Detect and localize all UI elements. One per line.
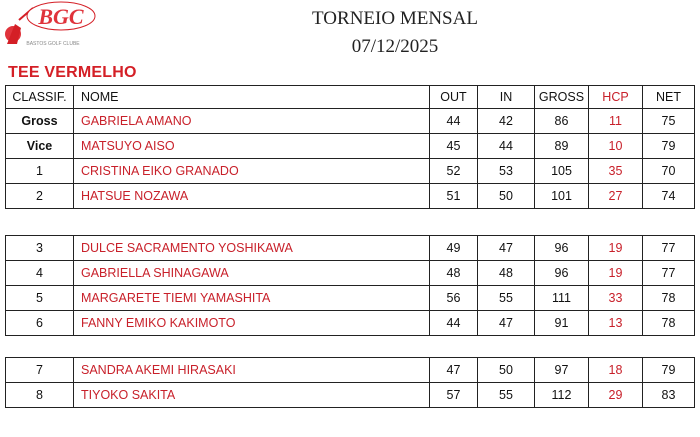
hcp-cell: 10: [589, 134, 643, 159]
gross-cell: 96: [535, 236, 589, 261]
net-cell: 75: [643, 109, 695, 134]
event-date: 07/12/2025: [351, 36, 439, 57]
gross-cell: 91: [535, 311, 589, 336]
in-cell: 44: [478, 134, 535, 159]
in-cell: 50: [478, 184, 535, 209]
net-cell: 78: [643, 311, 695, 336]
name-cell: MARGARETE TIEMI YAMASHITA: [74, 286, 430, 311]
out-cell: 47: [430, 358, 478, 383]
results-table-group-2: [5, 235, 695, 336]
in-cell: 55: [478, 383, 535, 408]
name-cell: FANNY EMIKO KAKIMOTO: [74, 311, 430, 336]
in-cell: 50: [478, 358, 535, 383]
gross-cell: 89: [535, 134, 589, 159]
gross-cell: 111: [535, 286, 589, 311]
club-logo: [3, 0, 100, 52]
table-row: [6, 134, 695, 159]
hcp-cell: 18: [589, 358, 643, 383]
table-row: [6, 286, 695, 311]
table-row: [6, 311, 695, 336]
out-cell: 57: [430, 383, 478, 408]
table-row: [6, 159, 695, 184]
hcp-cell: 11: [589, 109, 643, 134]
table-row: [6, 383, 695, 408]
results-table-group-3: [5, 357, 695, 408]
classif-cell: 4: [6, 261, 74, 286]
classif-cell: 2: [6, 184, 74, 209]
table-row: [6, 109, 695, 134]
name-cell: SANDRA AKEMI HIRASAKI: [74, 358, 430, 383]
net-cell: 78: [643, 286, 695, 311]
classif-cell: 6: [6, 311, 74, 336]
in-cell: 53: [478, 159, 535, 184]
gross-cell: 101: [535, 184, 589, 209]
table-row: [6, 358, 695, 383]
net-cell: 70: [643, 159, 695, 184]
hcp-cell: 19: [589, 261, 643, 286]
section-title: TEE VERMELHO: [8, 64, 137, 81]
out-cell: 56: [430, 286, 478, 311]
col-out-header: OUT: [430, 86, 478, 109]
name-cell: MATSUYO AISO: [74, 134, 430, 159]
hcp-cell: 19: [589, 236, 643, 261]
in-cell: 55: [478, 286, 535, 311]
classif-cell: 1: [6, 159, 74, 184]
hcp-cell: 33: [589, 286, 643, 311]
hcp-cell: 27: [589, 184, 643, 209]
table-header-row: [6, 86, 695, 109]
table-row: [6, 261, 695, 286]
name-cell: HATSUE NOZAWA: [74, 184, 430, 209]
in-cell: 47: [478, 236, 535, 261]
name-cell: CRISTINA EIKO GRANADO: [74, 159, 430, 184]
col-in-header: IN: [478, 86, 535, 109]
in-cell: 48: [478, 261, 535, 286]
gross-cell: 86: [535, 109, 589, 134]
hcp-cell: 35: [589, 159, 643, 184]
net-cell: 74: [643, 184, 695, 209]
table-row: [6, 184, 695, 209]
results-table-group-1: [5, 85, 695, 209]
out-cell: 48: [430, 261, 478, 286]
out-cell: 45: [430, 134, 478, 159]
classif-cell: 3: [6, 236, 74, 261]
classif-cell: Vice: [6, 134, 74, 159]
out-cell: 44: [430, 109, 478, 134]
name-cell: GABRIELLA SHINAGAWA: [74, 261, 430, 286]
net-cell: 79: [643, 134, 695, 159]
net-cell: 83: [643, 383, 695, 408]
classif-cell: 7: [6, 358, 74, 383]
gross-cell: 112: [535, 383, 589, 408]
gross-cell: 97: [535, 358, 589, 383]
col-hcp-header: HCP: [589, 86, 643, 109]
hcp-cell: 29: [589, 383, 643, 408]
name-cell: GABRIELA AMANO: [74, 109, 430, 134]
logo-subtext: BASTOS GOLF CLUBE: [26, 41, 80, 47]
table-row: [6, 236, 695, 261]
net-cell: 79: [643, 358, 695, 383]
name-cell: DULCE SACRAMENTO YOSHIKAWA: [74, 236, 430, 261]
hcp-cell: 13: [589, 311, 643, 336]
out-cell: 49: [430, 236, 478, 261]
col-name-header: NOME: [74, 86, 430, 109]
out-cell: 51: [430, 184, 478, 209]
page-title: TORNEIO MENSAL: [312, 8, 478, 29]
classif-cell: Gross: [6, 109, 74, 134]
name-cell: TIYOKO SAKITA: [74, 383, 430, 408]
in-cell: 42: [478, 109, 535, 134]
gross-cell: 96: [535, 261, 589, 286]
net-cell: 77: [643, 236, 695, 261]
net-cell: 77: [643, 261, 695, 286]
out-cell: 44: [430, 311, 478, 336]
col-gross-header: GROSS: [535, 86, 589, 109]
classif-cell: 8: [6, 383, 74, 408]
in-cell: 47: [478, 311, 535, 336]
out-cell: 52: [430, 159, 478, 184]
logo-text: BGC: [38, 4, 84, 29]
col-classif-header: CLASSIF.: [6, 86, 74, 109]
gross-cell: 105: [535, 159, 589, 184]
col-net-header: NET: [643, 86, 695, 109]
classif-cell: 5: [6, 286, 74, 311]
